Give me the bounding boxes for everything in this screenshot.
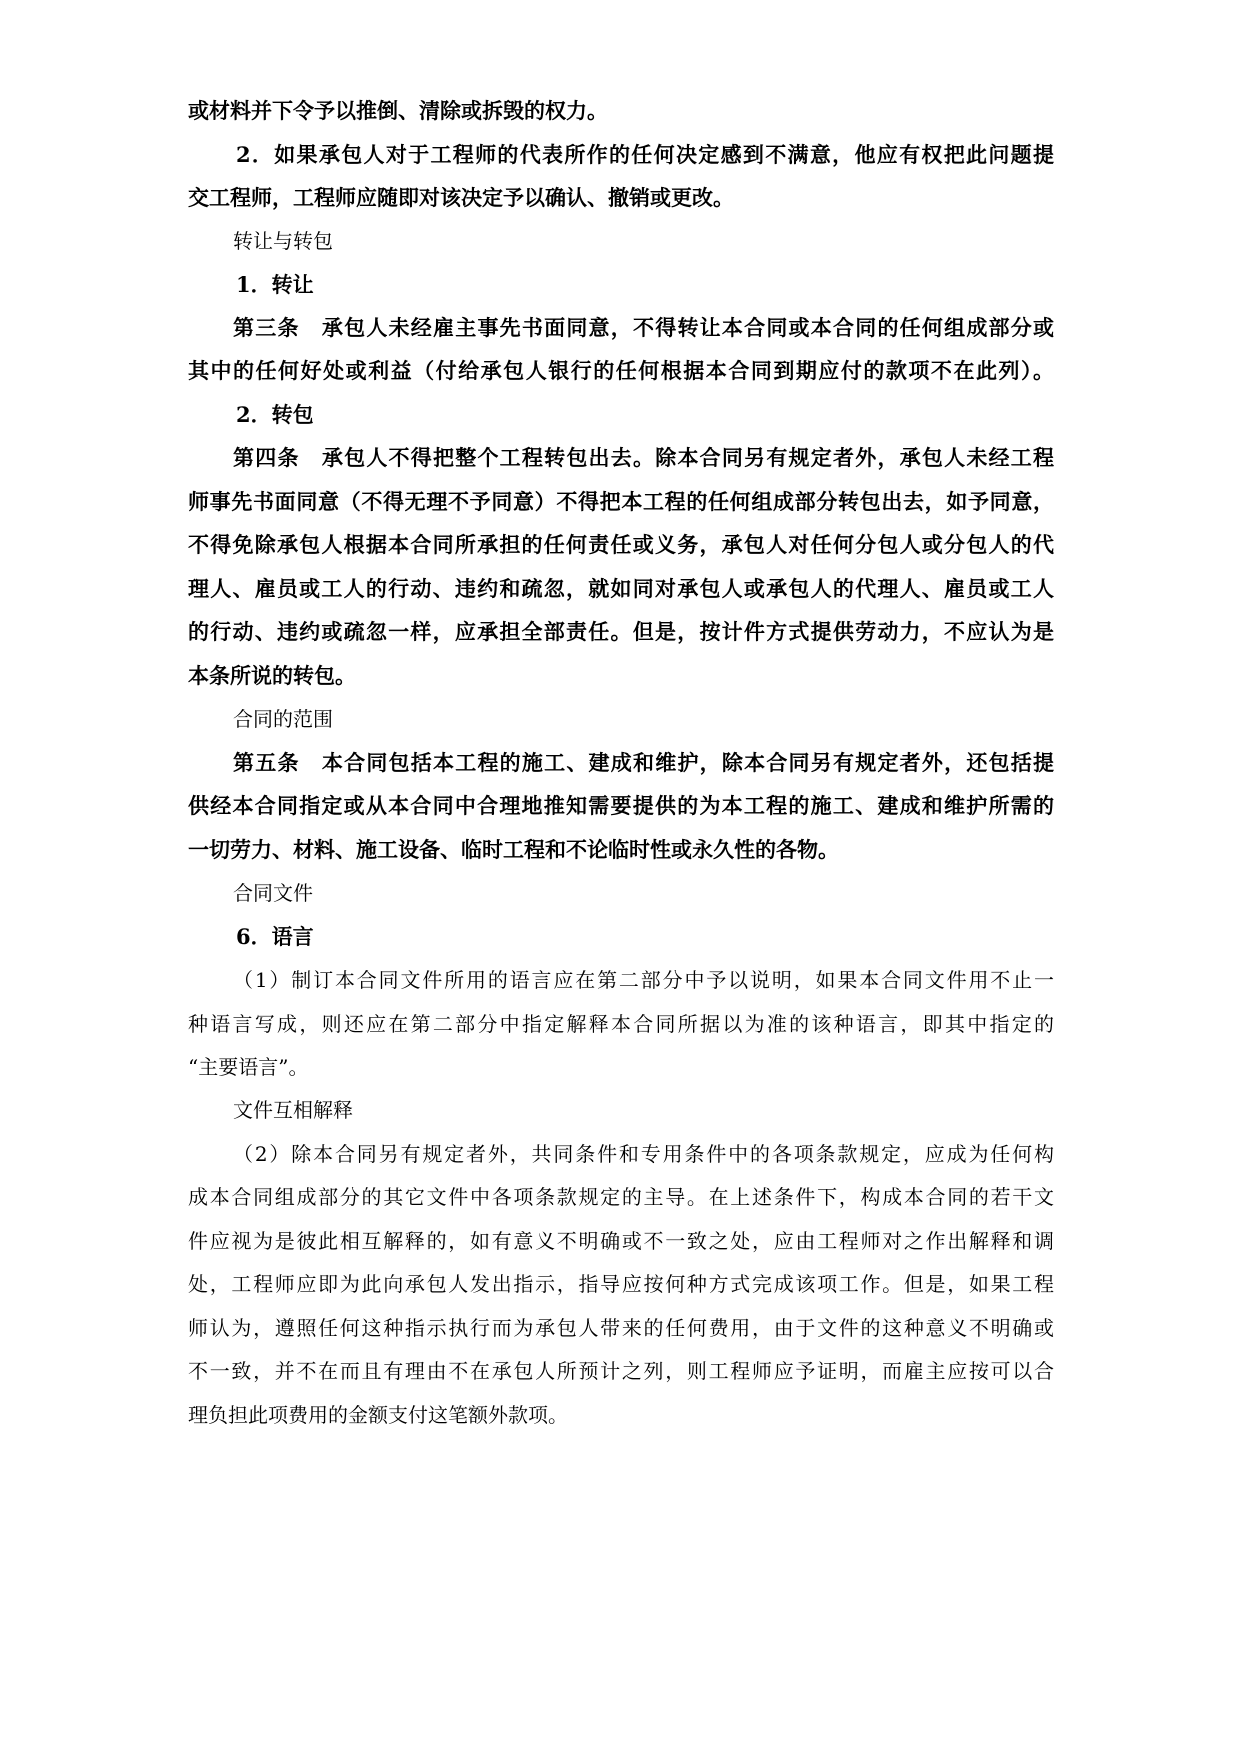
text-line: 第四条 承包人不得把整个工程转包出去。除本合同另有规定者外，承包人未经工程	[233, 445, 1054, 470]
section-heading: 合同文件	[233, 881, 313, 905]
subsection-heading: 2．转包	[236, 402, 314, 427]
subsection-heading: 1．转让	[236, 272, 314, 297]
text-line: 本条所说的转包。	[188, 663, 356, 688]
section-heading: 文件互相解释	[233, 1098, 353, 1122]
text-line: 其中的任何好处或利益（付给承包人银行的任何根据本合同到期应付的款项不在此列）。	[188, 358, 1054, 383]
text-line: 第三条 承包人未经雇主事先书面同意，不得转让本合同或本合同的任何组成部分或	[233, 315, 1054, 340]
section-heading: 转让与转包	[233, 229, 333, 253]
text-line: 师认为，遵照任何这种指示执行而为承包人带来的任何费用，由于文件的这种意义不明确或	[188, 1316, 1054, 1340]
text-line: 第五条 本合同包括本工程的施工、建成和维护，除本合同另有规定者外，还包括提	[233, 750, 1054, 775]
subsection-heading: 6．语言	[236, 924, 314, 949]
text-line: 不一致，并不在而且有理由不在承包人所预计之列，则工程师应予证明，而雇主应按可以合	[188, 1359, 1054, 1383]
section-heading: 合同的范围	[233, 707, 333, 731]
text-line: 件应视为是彼此相互解释的，如有意义不明确或不一致之处，应由工程师对之作出解释和调	[188, 1229, 1054, 1253]
text-line: （2）除本合同另有规定者外，共同条件和专用条件中的各项条款规定，应成为任何构	[233, 1142, 1054, 1166]
text-line: 或材料并下令予以推倒、清除或拆毁的权力。	[188, 98, 608, 123]
text-line: 师事先书面同意（不得无理不予同意）不得把本工程的任何组成部分转包出去，如予同意，	[188, 489, 1054, 514]
text-line: 种语言写成，则还应在第二部分中指定解释本合同所据以为准的该种语言，即其中指定的	[188, 1012, 1054, 1036]
text-line: 不得免除承包人根据本合同所承担的任何责任或义务，承包人对任何分包人或分包人的代	[188, 532, 1054, 557]
text-line: 成本合同组成部分的其它文件中各项条款规定的主导。在上述条件下，构成本合同的若干文	[188, 1185, 1054, 1209]
text-line: 的行动、违约或疏忽一样，应承担全部责任。但是，按计件方式提供劳动力，不应认为是	[188, 619, 1054, 644]
text-line: 交工程师，工程师应随即对该决定予以确认、撤销或更改。	[188, 185, 734, 210]
text-line: “主要语言”。	[188, 1055, 309, 1079]
text-line: 供经本合同指定或从本合同中合理地推知需要提供的为本工程的施工、建成和维护所需的	[188, 793, 1054, 818]
text-line: 处，工程师应即为此向承包人发出指示，指导应按何种方式完成该项工作。但是，如果工程	[188, 1272, 1054, 1296]
text-line: （1）制订本合同文件所用的语言应在第二部分中予以说明，如果本合同文件用不止一	[233, 968, 1054, 992]
text-line: 2．如果承包人对于工程师的代表所作的任何决定感到不满意，他应有权把此问题提	[236, 142, 1054, 167]
text-line: 理人、雇员或工人的行动、违约和疏忽，就如同对承包人或承包人的代理人、雇员或工人	[188, 576, 1054, 601]
text-line: 一切劳力、材料、施工设备、临时工程和不论临时性或永久性的各物。	[188, 837, 839, 862]
text-line: 理负担此项费用的金额支付这笔额外款项。	[188, 1403, 568, 1427]
